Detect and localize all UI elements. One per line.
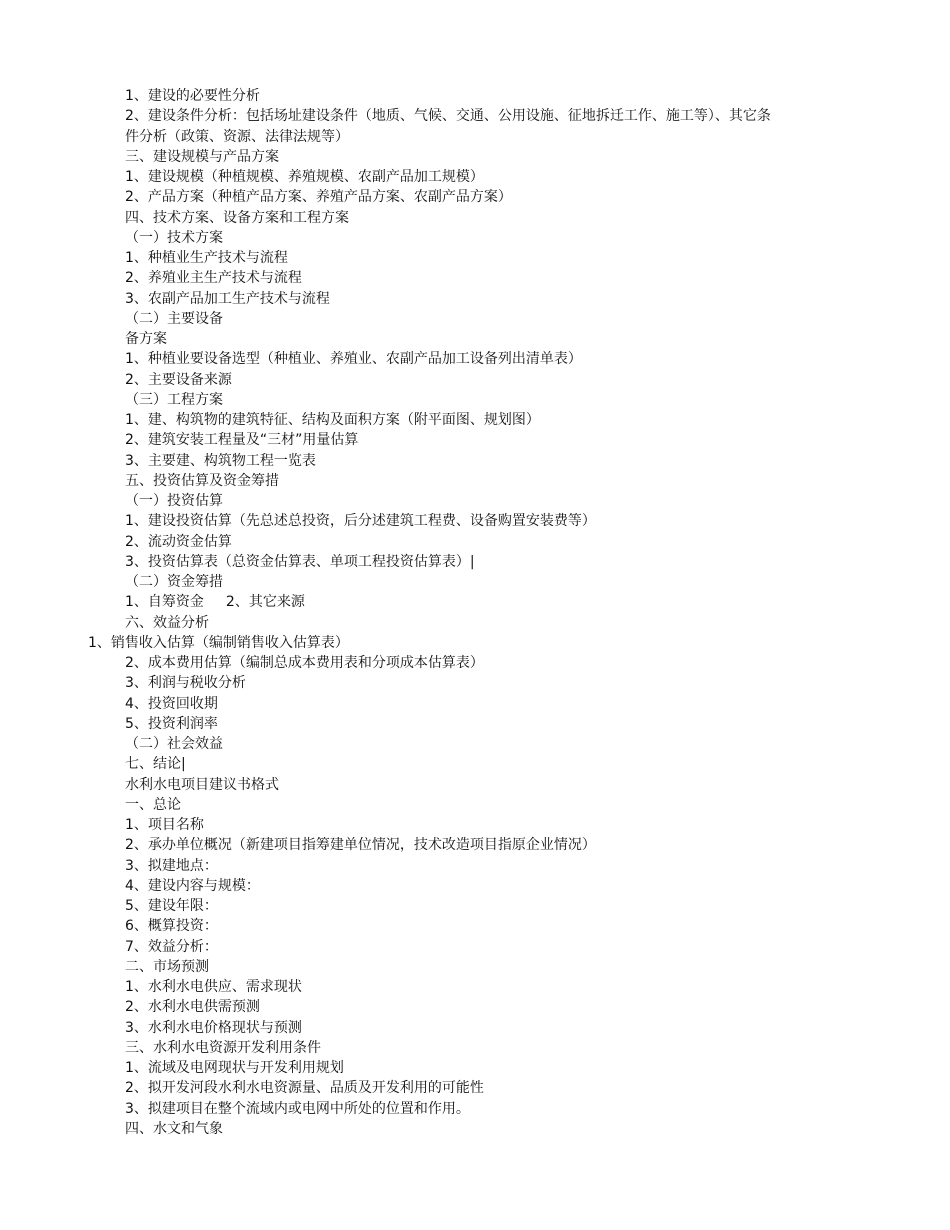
text-line: 5、投资利润率 (125, 715, 218, 732)
text-line (0, 592, 950, 612)
subsection-heading: （二）资金筹措 (125, 574, 223, 590)
text-line: 3、拟建项目在整个流域内或电网中所处的位置和作用。 (125, 1100, 470, 1117)
section-heading: 二、市场预测 (125, 958, 209, 975)
text-line: 2、水利水电供需预测 (125, 999, 260, 1016)
text-line: 2、承办单位概况（新建项目指筹建单位情况，技术改造项目指原企业情况） (125, 837, 596, 854)
text-line: 件分析（政策、资源、法律法规等） (125, 128, 349, 145)
section-heading: 四、技术方案、设备方案和工程方案 (125, 209, 349, 226)
section-heading: 四、水文和气象 (125, 1120, 223, 1137)
text-line: 1、建设投资估算（先总述总投资，后分述建筑工程费、设备购置安装费等） (125, 513, 596, 530)
text-line: 5、建设年限： (125, 898, 218, 914)
subsection-heading: （一）投资估算 (125, 493, 223, 509)
subsection-heading: （三）工程方案 (125, 391, 223, 408)
text-line: 3、农副产品加工生产技术与流程 (125, 290, 330, 307)
section-heading: 三、建设规模与产品方案 (125, 148, 279, 165)
section-heading: 六、效益分析 (125, 614, 209, 631)
funding-self: 1、自筹资金 (125, 594, 204, 611)
text-line: 2、产品方案（种植产品方案、养殖产品方案、农副产品方案） (125, 189, 512, 206)
text-line: 1、项目名称 (125, 817, 204, 833)
text-line: 1、建、构筑物的建筑特征、结构及面积方案（附平面图、规划图） (125, 412, 540, 428)
section-heading: 七、结论| (125, 756, 186, 773)
subsection-heading: （二）社会效益 (125, 736, 223, 752)
text-line: 4、投资回收期 (125, 695, 218, 712)
subsection-heading: （一）技术方案 (125, 229, 223, 246)
text-line: 1、建设规模（种植规模、养殖规模、农副产品加工规模） (125, 169, 484, 185)
text-line: 备方案 (125, 331, 167, 347)
text-line: 2、流动资金估算 (125, 533, 232, 550)
text-line: 7、效益分析： (125, 938, 218, 955)
text-line: 3、主要建、构筑物工程一览表 (125, 452, 316, 469)
text-line: 1、流域及电网现状与开发利用规划 (125, 1060, 344, 1076)
text-line: 2、建设条件分析：包括场址建设条件（地质、气候、交通、公用设施、征地拆迁工作、施工等）、其它条 (125, 108, 771, 125)
text-line: 3、投资估算表（总资金估算表、单项工程投资估算表）| (125, 553, 475, 570)
section-heading: 五、投资估算及资金筹措 (125, 472, 279, 489)
text-line: 1、种植业生产技术与流程 (125, 250, 288, 266)
section-heading: 一、总论 (125, 796, 181, 813)
funding-other: 2、其它来源 (225, 594, 305, 611)
section-heading: 三、水利水电资源开发利用条件 (125, 1039, 321, 1056)
text-line: 2、养殖业主生产技术与流程 (125, 270, 302, 287)
text-line: 3、拟建地点： (125, 857, 218, 874)
text-line: 3、水利水电价格现状与预测 (125, 1019, 302, 1036)
text-line: 6、概算投资： (125, 918, 218, 935)
text-line: 3、利润与税收分析 (125, 675, 246, 692)
text-line: 1、建设的必要性分析 (125, 88, 260, 104)
document-title: 水利水电项目建议书格式 (125, 776, 279, 793)
subsection-heading: （二）主要设备 (125, 310, 223, 327)
text-line: 1、销售收入估算（编制销售收入估算表） (88, 634, 349, 651)
text-line: 2、建筑安装工程量及“三材”用量估算 (125, 432, 359, 449)
text-line: 1、水利水电供应、需求现状 (125, 979, 302, 995)
document-body (0, 86, 950, 1139)
text-line: 2、成本费用估算（编制总成本费用表和分项成本估算表） (125, 655, 484, 671)
text-line: 2、拟开发河段水利水电资源量、品质及开发利用的可能性 (125, 1080, 484, 1097)
text-line: 4、建设内容与规模： (125, 877, 260, 894)
text-line: 1、种植业要设备选型（种植业、养殖业、农副产品加工设备列出清单表） (125, 351, 582, 368)
text-line: 2、主要设备来源 (125, 371, 232, 388)
